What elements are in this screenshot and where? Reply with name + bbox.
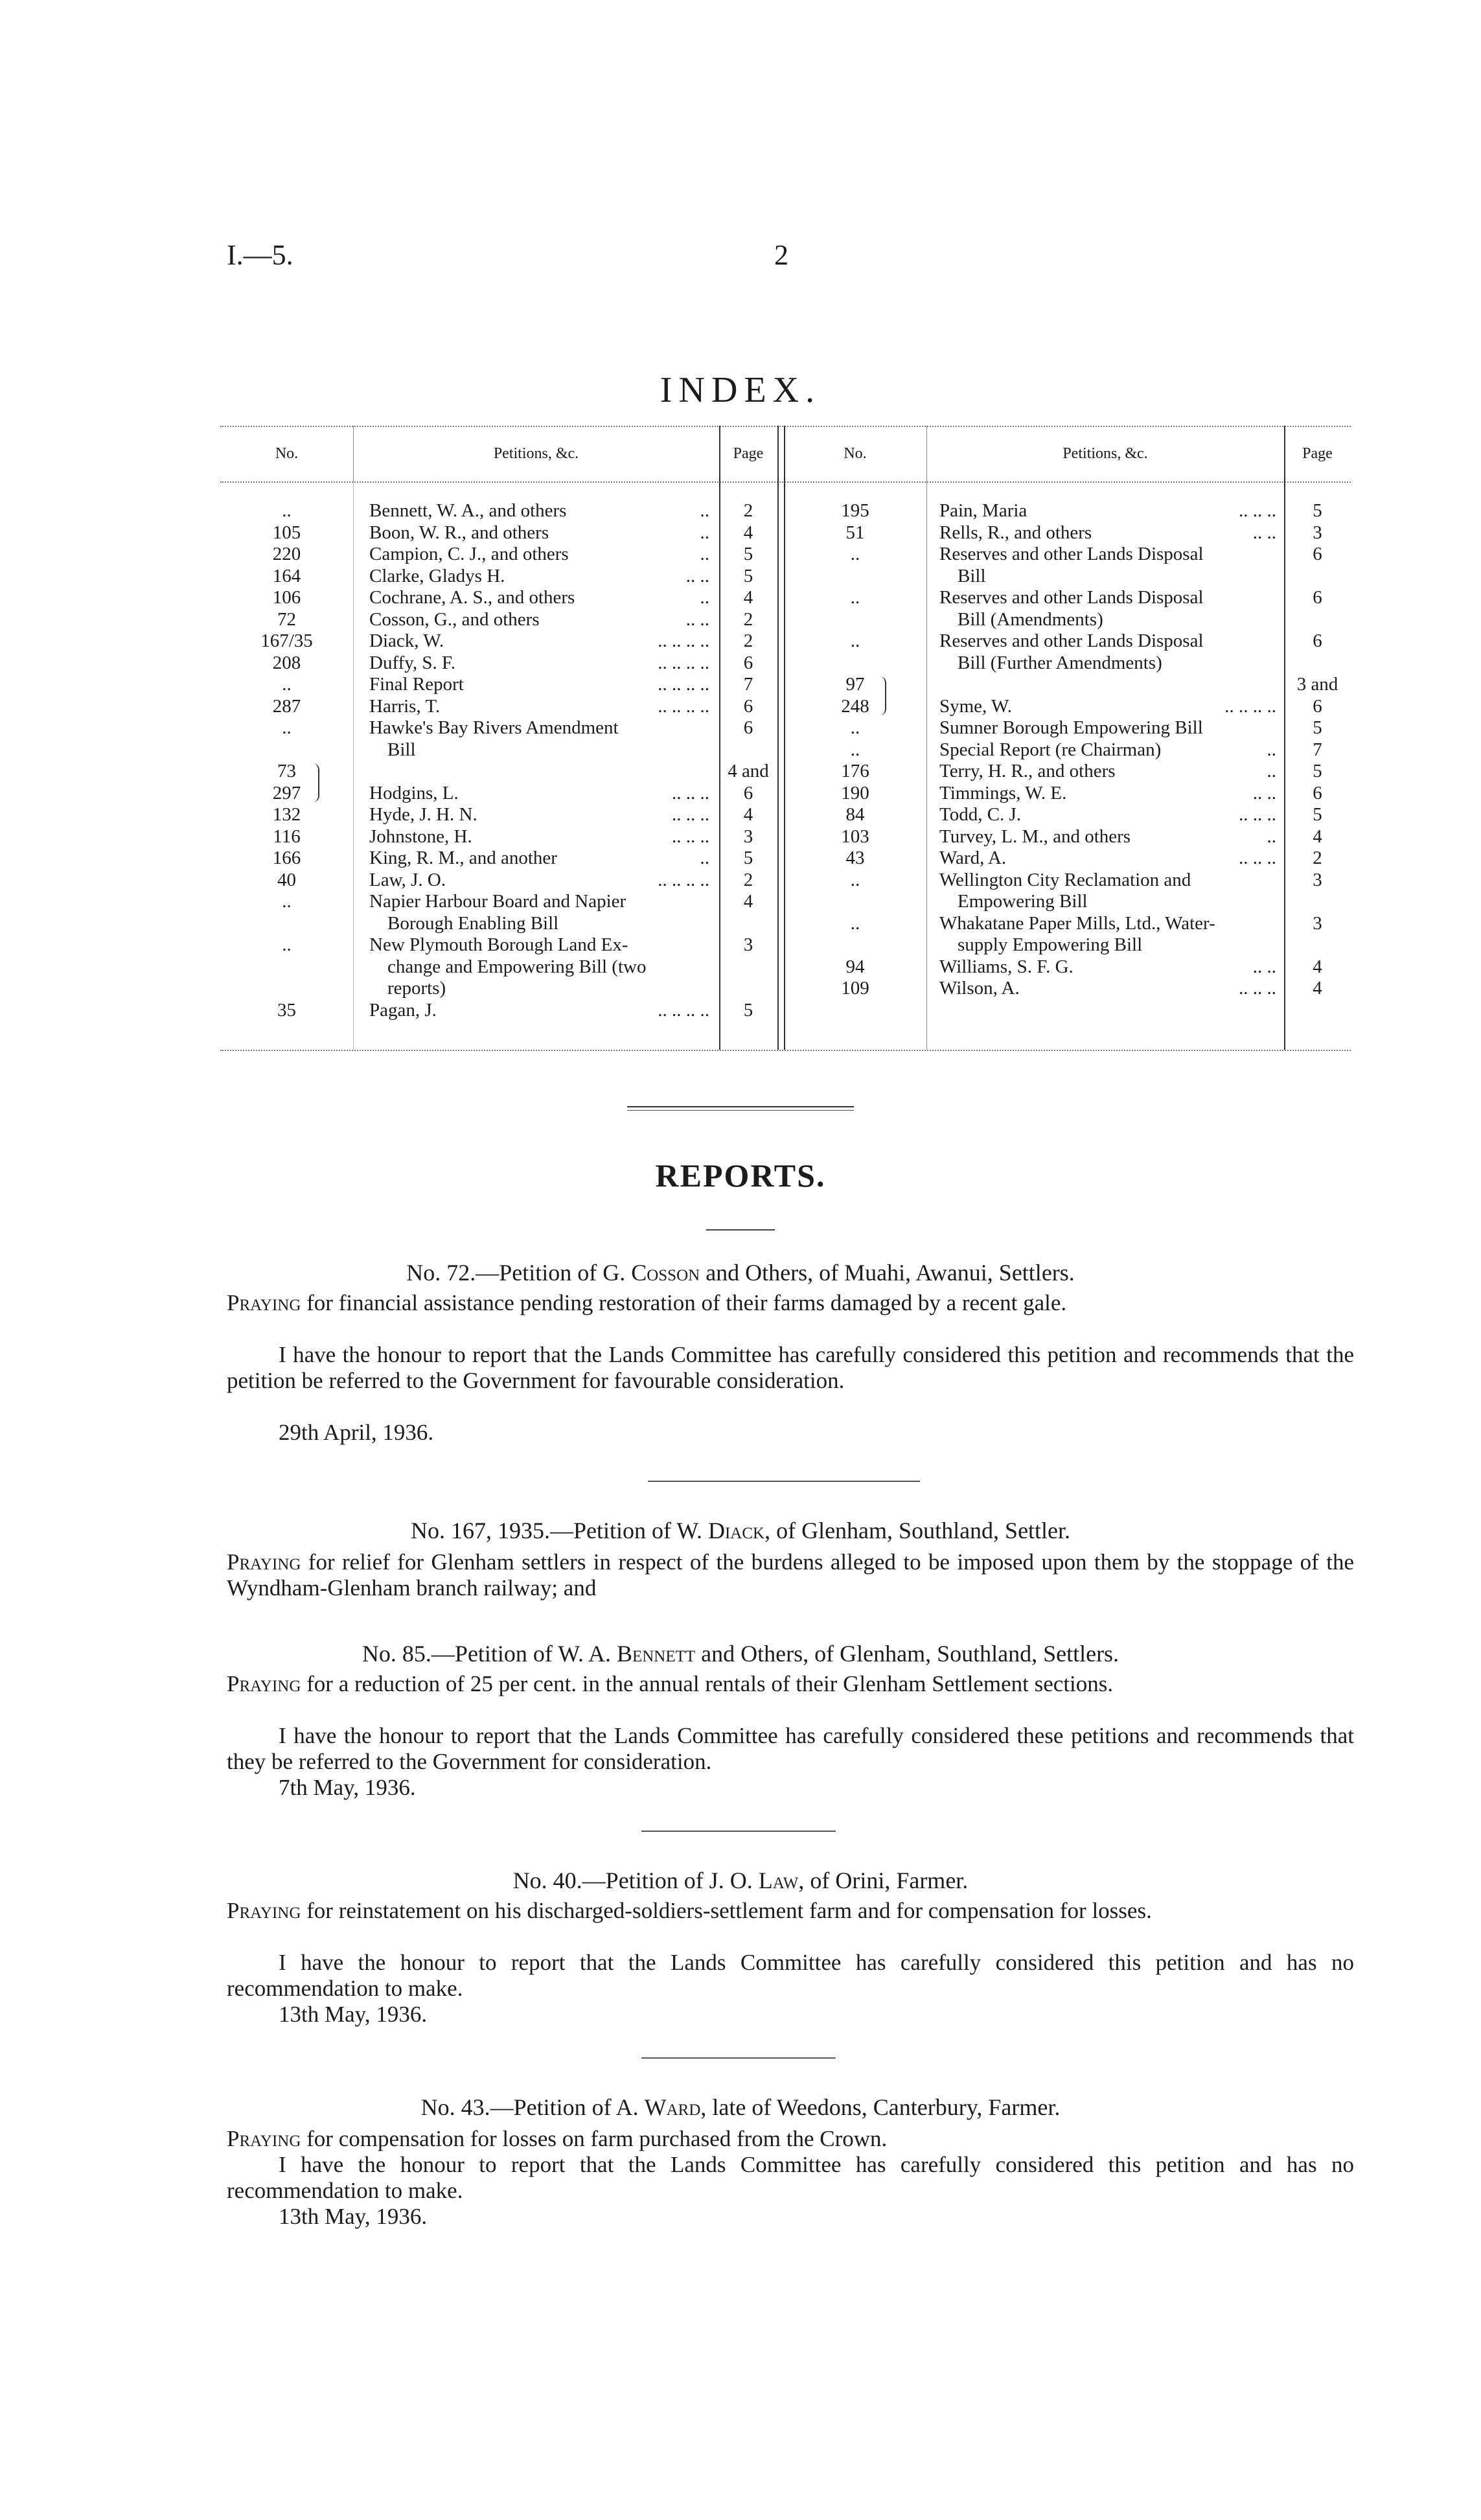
- index-entry-number: 97: [845, 674, 865, 695]
- leader-dots: .. .. .. ..: [1224, 695, 1276, 717]
- index-entry-page: [719, 978, 777, 1000]
- index-entry-number: ..: [282, 500, 292, 521]
- page-number: 2: [774, 239, 788, 271]
- header-petitions: Petitions, &c.: [1062, 445, 1148, 462]
- index-entry-name: Wilson, A. .. .. ..: [939, 978, 1276, 999]
- index-entry-name: Johnstone, H. .. .. ..: [369, 826, 709, 847]
- index-entry-number: 105: [272, 522, 301, 543]
- index-entry-page: 6: [1313, 544, 1322, 564]
- leader-dots: .. ..: [685, 608, 709, 630]
- index-entry-number: 220: [272, 544, 301, 564]
- index-entry-name: [939, 674, 1276, 696]
- index-entry-number: ..: [850, 717, 860, 738]
- index-entry-number: ..: [282, 717, 292, 738]
- index-entry-page: 4: [743, 522, 753, 543]
- index-entry-number: 106: [272, 587, 301, 608]
- table-bottom-rule: [220, 1050, 1351, 1051]
- index-entry-name: King, R. M., and another ..: [369, 848, 709, 868]
- index-entry-page: 5: [743, 544, 753, 564]
- index-entry-page: 6: [1313, 695, 1322, 717]
- index-entry-number: ..: [850, 912, 860, 934]
- index-entry-name: Cosson, G., and others .. ..: [369, 608, 709, 630]
- index-entry-number: 84: [845, 804, 865, 825]
- index-entry-name: Cochrane, A. S., and others ..: [369, 587, 709, 608]
- column-divider: [926, 426, 927, 1050]
- leader-dots: .. .. ..: [672, 804, 709, 825]
- index-entry-name: Syme, W. .. .. .. ..: [939, 695, 1276, 717]
- index-entry-page: 3: [743, 826, 753, 847]
- index-entry-name: Reserves and other Lands Disposal: [939, 630, 1204, 651]
- report-date: 13th May, 1936.: [279, 2002, 428, 2027]
- index-entry-page: 7: [743, 674, 753, 695]
- index-entry-number: [784, 891, 926, 913]
- index-entry-page: 5: [1313, 761, 1322, 781]
- index-entry-name: Special Report (re Chairman) ..: [939, 739, 1276, 760]
- index-entry-name: reports): [387, 978, 446, 999]
- report-praying: Praying for reinstatement on his discharged-soldiers-settlement farm and for compensation for losses.: [227, 1898, 1152, 1923]
- leader-dots: .. .. .. ..: [658, 999, 709, 1021]
- leader-dots: .. .. .. ..: [658, 652, 709, 673]
- index-entry-page: [719, 913, 777, 935]
- index-entry-number: ..: [282, 674, 292, 695]
- index-entry-number: [784, 934, 926, 956]
- section-divider: [627, 1110, 854, 1111]
- index-entry-number: 40: [277, 869, 296, 890]
- leader-dots: ..: [1267, 761, 1276, 781]
- index-entry-name: Empowering Bill: [958, 891, 1088, 912]
- index-entry-page: 2: [743, 869, 753, 890]
- report-title: No. 40.—Petition of J. O. Law, of Orini, Farmer.: [512, 1867, 969, 1893]
- index-entry-name: New Plymouth Borough Land Ex-: [369, 934, 628, 955]
- index-entry-page: 3: [1313, 869, 1322, 890]
- brace: [312, 763, 319, 802]
- column-divider: [353, 481, 354, 1050]
- index-entry-number: 297: [272, 782, 301, 803]
- index-entry-page: 5: [743, 999, 753, 1021]
- index-entry-page: [1284, 566, 1351, 588]
- index-title: INDEX.: [660, 370, 821, 410]
- index-entry-page: 4: [1313, 826, 1322, 847]
- leader-dots: .. ..: [1252, 782, 1276, 803]
- report-title: No. 85.—Petition of W. A. Bennett and Others, of Glenham, Southland, Settlers.: [362, 1641, 1119, 1667]
- leader-dots: .. .. ..: [672, 782, 709, 803]
- index-entry-page: 2: [743, 608, 753, 630]
- index-entry-page: 2: [1313, 848, 1322, 868]
- index-entry-name: Williams, S. F. G. .. ..: [939, 956, 1276, 977]
- index-entry-name: Borough Enabling Bill: [387, 912, 559, 934]
- report-body: I have the honour to report that the Lands Committee has carefully considered these petitions and recommends that they be referred to the Government for consideration.: [227, 1723, 1354, 1774]
- report-body: I have the honour to report that the Lands Committee has carefully considered this petition and has no recommendation to make.: [227, 1950, 1354, 2001]
- leader-dots: .. .. ..: [1239, 848, 1276, 868]
- leader-dots: .. .. .. ..: [658, 695, 709, 717]
- index-entry-name: Ward, A. .. .. ..: [939, 848, 1276, 868]
- index-entry-number: ..: [850, 869, 860, 890]
- section-divider: [627, 1106, 854, 1107]
- index-entry-number: ..: [282, 891, 292, 912]
- report-date: 7th May, 1936.: [279, 1775, 416, 1800]
- index-entry-number: 132: [272, 804, 301, 825]
- right-page-column: [1284, 500, 1351, 1000]
- index-entry-name: Bennett, W. A., and others ..: [369, 500, 709, 521]
- index-entry-number: 72: [277, 608, 296, 630]
- index-entry-number: 164: [272, 565, 301, 586]
- index-entry-name: Duffy, S. F. .. .. .. ..: [369, 652, 709, 673]
- header-no: No.: [275, 445, 299, 462]
- report-divider: [641, 2057, 836, 2059]
- index-entry-number: 287: [272, 695, 301, 717]
- right-petitions-column: [939, 500, 1276, 1000]
- header-page: Page: [733, 445, 764, 462]
- leader-dots: ..: [1267, 739, 1276, 760]
- index-entry-number: [220, 913, 353, 935]
- index-entry-number: 43: [845, 848, 865, 868]
- index-entry-page: 4 and: [728, 761, 769, 781]
- index-entry-number: 167/35: [260, 630, 313, 651]
- index-entry-page: 6: [1313, 782, 1322, 803]
- index-entry-name: Pagan, J. .. .. .. ..: [369, 999, 709, 1021]
- report-title: No. 43.—Petition of A. Ward, late of Weedons, Canterbury, Farmer.: [420, 2094, 1061, 2120]
- index-entry-number: [220, 739, 353, 761]
- index-entry-page: 6: [743, 695, 753, 717]
- right-no-column: [784, 500, 926, 1000]
- index-entry-page: 4: [743, 587, 753, 608]
- index-entry-number: 116: [273, 826, 301, 847]
- index-entry-number: 73: [277, 761, 296, 781]
- index-entry-name: change and Empowering Bill (two: [387, 956, 647, 977]
- index-entry-page: 2: [743, 500, 753, 521]
- index-entry-number: 190: [841, 782, 869, 803]
- index-entry-page: 7: [1313, 739, 1322, 760]
- index-entry-page: [1284, 609, 1351, 631]
- document-reference: I.—5.: [227, 239, 293, 271]
- index-entry-page: 2: [743, 630, 753, 651]
- index-entry-number: [784, 566, 926, 588]
- index-entry-number: 195: [841, 500, 869, 521]
- left-petitions-column: [369, 500, 709, 1021]
- index-entry-name: Law, J. O. .. .. .. ..: [369, 869, 709, 890]
- report-date: 29th April, 1936.: [279, 1420, 434, 1445]
- index-entry-page: 6: [743, 717, 753, 738]
- index-entry-page: 6: [1313, 587, 1322, 608]
- index-entry-page: [1284, 891, 1351, 913]
- index-entry-name: Harris, T. .. .. .. ..: [369, 695, 709, 717]
- report-body: I have the honour to report that the Lands Committee has carefully considered this petition and has no recommendation to make.: [227, 2152, 1354, 2203]
- table-top-rule: [220, 426, 1351, 427]
- index-entry-name: Hyde, J. H. N. .. .. ..: [369, 804, 709, 825]
- index-entry-page: 3: [743, 934, 753, 955]
- index-entry-page: 6: [743, 652, 753, 673]
- index-entry-page: 4: [1313, 978, 1322, 999]
- index-entry-name: Rells, R., and others .. ..: [939, 522, 1276, 543]
- leader-dots: ..: [1267, 826, 1276, 847]
- index-entry-name: Turvey, L. M., and others ..: [939, 826, 1276, 847]
- leader-dots: .. .. ..: [672, 826, 709, 847]
- leader-dots: ..: [700, 544, 709, 564]
- index-entry-number: 51: [845, 522, 865, 543]
- index-entry-number: ..: [850, 544, 860, 564]
- leader-dots: .. .. ..: [1239, 978, 1276, 999]
- report-divider: [648, 1481, 920, 1482]
- index-entry-page: [1284, 934, 1351, 956]
- report-date: 13th May, 1936.: [279, 2204, 428, 2229]
- leader-dots: .. .. .. ..: [658, 869, 709, 890]
- index-entry-page: 4: [743, 804, 753, 825]
- index-entry-page: 4: [1313, 956, 1322, 977]
- index-entry-name: Whakatane Paper Mills, Ltd., Water-: [939, 912, 1215, 934]
- index-entry-number: [220, 956, 353, 978]
- index-entry-name: supply Empowering Bill: [958, 934, 1143, 955]
- index-entry-page: [719, 956, 777, 978]
- index-entry-name: Boon, W. R., and others ..: [369, 522, 709, 543]
- leader-dots: .. ..: [1252, 522, 1276, 543]
- index-entry-page: 5: [743, 848, 753, 868]
- index-entry-name: Bill (Further Amendments): [958, 652, 1162, 673]
- index-entry-name: Sumner Borough Empowering Bill: [939, 717, 1203, 738]
- index-entry-name: Hodgins, L. .. .. ..: [369, 782, 709, 803]
- index-entry-number: 176: [841, 761, 869, 781]
- leader-dots: .. .. ..: [1239, 500, 1276, 521]
- title-underline: [706, 1229, 775, 1231]
- leader-dots: .. .. .. ..: [658, 630, 709, 651]
- index-entry-number: [784, 609, 926, 631]
- index-entry-number: 248: [841, 695, 869, 717]
- report-praying: Praying for relief for Glenham settlers in respect of the burdens alleged to be imposed upon them by the stoppage of the Wyndham-Glenham branch railway; and: [227, 1549, 1354, 1601]
- index-entry-number: 166: [272, 848, 301, 868]
- index-entry-number: ..: [850, 587, 860, 608]
- index-entry-number: ..: [282, 934, 292, 955]
- index-entry-name: Bill (Amendments): [958, 608, 1103, 630]
- index-entry-name: Hawke's Bay Rivers Amendment: [369, 717, 619, 738]
- index-entry-number: 94: [845, 956, 865, 977]
- index-entry-page: 3: [1313, 522, 1322, 543]
- report-title: No. 72.—Petition of G. Cosson and Others, of Muahi, Awanui, Settlers.: [406, 1260, 1075, 1286]
- index-entry-name: Final Report .. .. .. ..: [369, 674, 709, 695]
- index-entry-name: Diack, W. .. .. .. ..: [369, 630, 709, 651]
- leader-dots: .. .. ..: [1239, 804, 1276, 825]
- index-entry-number: 103: [841, 826, 869, 847]
- report-body: I have the honour to report that the Lands Committee has carefully considered this petition and recommends that the petition be referred to the Government for favourable consideration.: [227, 1342, 1354, 1393]
- column-divider: [777, 426, 779, 1050]
- leader-dots: ..: [700, 522, 709, 543]
- brace: [878, 676, 886, 715]
- index-entry-name: Timmings, W. E. .. ..: [939, 782, 1276, 803]
- leader-dots: .. ..: [685, 565, 709, 586]
- index-entry-page: 5: [743, 565, 753, 586]
- reports-title: REPORTS.: [655, 1157, 826, 1194]
- report-praying: Praying for financial assistance pending restoration of their farms damaged by a recent gale.: [227, 1290, 1067, 1315]
- index-entry-page: 5: [1313, 717, 1322, 738]
- index-entry-page: [1284, 653, 1351, 675]
- index-entry-number: 35: [277, 999, 296, 1021]
- index-entry-number: [784, 653, 926, 675]
- index-table: [220, 418, 1351, 1053]
- index-entry-name: Terry, H. R., and others ..: [939, 761, 1276, 781]
- index-entry-page: [719, 739, 777, 761]
- index-entry-name: Wellington City Reclamation and: [939, 869, 1191, 890]
- leader-dots: .. .. .. ..: [658, 674, 709, 695]
- index-entry-page: 4: [743, 891, 753, 912]
- index-entry-number: [220, 978, 353, 1000]
- report-title: No. 167, 1935.—Petition of W. Diack, of Glenham, Southland, Settler.: [410, 1518, 1071, 1543]
- header-page: Page: [1302, 445, 1333, 462]
- index-entry-number: 208: [272, 652, 301, 673]
- report-divider: [641, 1831, 836, 1832]
- index-entry-page: 3 and: [1296, 674, 1338, 695]
- index-entry-name: Clarke, Gladys H. .. ..: [369, 565, 709, 586]
- index-entry-name: Campion, C. J., and others ..: [369, 544, 709, 564]
- leader-dots: ..: [700, 587, 709, 608]
- report-praying: Praying for compensation for losses on farm purchased from the Crown.: [227, 2126, 888, 2151]
- index-entry-page: 6: [1313, 630, 1322, 651]
- report-praying: Praying for a reduction of 25 per cent. in the annual rentals of their Glenham Settlement sections.: [227, 1671, 1114, 1696]
- left-no-column: [220, 500, 353, 1021]
- left-page-column: [719, 500, 777, 1021]
- header-petitions: Petitions, &c.: [493, 445, 579, 462]
- header-no: No.: [844, 445, 867, 462]
- index-entry-page: 5: [1313, 804, 1322, 825]
- leader-dots: .. ..: [1252, 956, 1276, 977]
- index-entry-number: ..: [850, 739, 860, 760]
- index-entry-name: Reserves and other Lands Disposal: [939, 544, 1204, 564]
- index-entry-name: Bill: [958, 565, 986, 586]
- index-entry-page: 3: [1313, 912, 1322, 934]
- table-header-rule: [220, 481, 1351, 483]
- leader-dots: ..: [700, 500, 709, 521]
- index-entry-name: Pain, Maria .. .. ..: [939, 500, 1276, 521]
- index-entry-number: 109: [841, 978, 869, 999]
- index-entry-name: Napier Harbour Board and Napier: [369, 891, 626, 912]
- index-entry-name: Reserves and other Lands Disposal: [939, 587, 1204, 608]
- index-entry-number: ..: [850, 630, 860, 651]
- index-entry-name: Todd, C. J. .. .. ..: [939, 804, 1276, 825]
- index-entry-page: 5: [1313, 500, 1322, 521]
- index-entry-name: [369, 761, 709, 783]
- index-entry-page: 6: [743, 782, 753, 803]
- index-entry-name: Bill: [387, 739, 416, 760]
- leader-dots: ..: [700, 848, 709, 868]
